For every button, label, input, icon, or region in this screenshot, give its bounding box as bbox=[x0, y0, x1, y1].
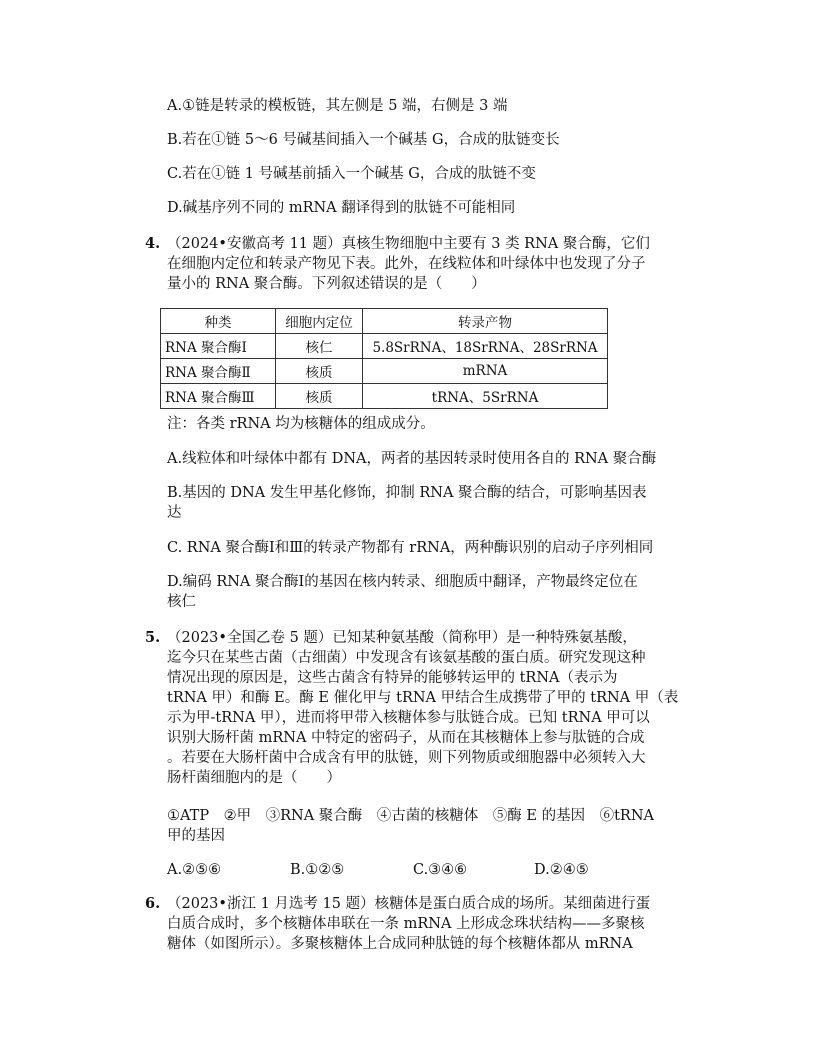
table-cell: 核质 bbox=[276, 384, 363, 409]
table-header-cell: 转录产物 bbox=[363, 309, 608, 334]
table-row bbox=[161, 334, 608, 359]
q3-option-a: A.①链是转录的模板链，其左侧是 5 端，右侧是 3 端 bbox=[167, 98, 508, 114]
q5-stem-line-6: 识别大肠杆菌 mRNA 中特定的密码子，从而在其核糖体上参与肽链的合成 bbox=[167, 730, 645, 746]
table-cell: 核质 bbox=[276, 359, 363, 384]
table-header-cell: 细胞内定位 bbox=[276, 309, 363, 334]
table-row bbox=[161, 359, 608, 384]
q4-number: 4. bbox=[145, 235, 161, 252]
q3-option-b: B.若在①链 5～6 号碱基间插入一个碱基 G，合成的肽链变长 bbox=[167, 132, 560, 148]
q5-stem-line-1: （2023•全国乙卷 5 题）已知某种氨基酸（简称甲）是一种特殊氨基酸， bbox=[167, 630, 637, 646]
q5-stem-line-2: 迄今只在某些古菌（古细菌）中发现含有该氨基酸的蛋白质。研究发现这种 bbox=[167, 650, 646, 666]
q4-stem-line-1: （2024•安徽高考 11 题）真核生物细胞中主要有 3 类 RNA 聚合酶，它们 bbox=[167, 236, 650, 252]
q3-option-c: C.若在①链 1 号碱基前插入一个碱基 G，合成的肽链不变 bbox=[167, 166, 536, 182]
table-cell: RNA 聚合酶Ⅱ bbox=[161, 359, 276, 384]
q4-option-b-line-1: B.基因的 DNA 发生甲基化修饰，抑制 RNA 聚合酶的结合，可影响基因表 bbox=[167, 485, 647, 501]
q5-stem-line-5: 示为甲-tRNA 甲），进而将甲带入核糖体参与肽链合成。已知 tRNA 甲可以 bbox=[167, 710, 650, 726]
table-row bbox=[161, 384, 608, 409]
q5-number: 5. bbox=[145, 629, 161, 646]
q3-option-d: D.碱基序列不同的 mRNA 翻译得到的肽链不可能相同 bbox=[167, 200, 516, 216]
table-header-row bbox=[161, 309, 608, 334]
q5-stem-line-3: 情况出现的原因是，这些古菌含有特异的能够转运甲的 tRNA（表示为 bbox=[167, 670, 618, 686]
q4-stem-line-2: 在细胞内定位和转录产物见下表。此外，在线粒体和叶绿体中也发现了分子 bbox=[167, 256, 646, 272]
q5-items-line-1: ①ATP ②甲 ③RNA 聚合酶 ④古菌的核糖体 ⑤酶 E 的基因 ⑥tRNA bbox=[167, 808, 654, 824]
q5-items-line-2: 甲的基因 bbox=[167, 828, 225, 844]
q5-option-b: B.①②⑤ bbox=[290, 862, 345, 878]
q5-stem-line-8: 肠杆菌细胞内的是（ ） bbox=[167, 770, 341, 786]
table-header-cell: 种类 bbox=[161, 309, 276, 334]
q4-option-d-line-1: D.编码 RNA 聚合酶Ⅰ的基因在核内转录、细胞质中翻译，产物最终定位在 bbox=[167, 574, 638, 590]
q4-table-note: 注：各类 rRNA 均为核糖体的组成成分。 bbox=[167, 416, 435, 432]
q6-number: 6. bbox=[145, 895, 161, 912]
q4-option-a: A.线粒体和叶绿体中都有 DNA，两者的基因转录时使用各自的 RNA 聚合酶 bbox=[167, 451, 657, 467]
q5-stem-line-7: 。若要在大肠杆菌中合成含有甲的肽链，则下列物质或细胞器中必须转入大 bbox=[167, 750, 646, 766]
q5-option-d: D.②④⑤ bbox=[534, 862, 589, 878]
q4-stem-line-3: 量小的 RNA 聚合酶。下列叙述错误的是（ ） bbox=[167, 276, 486, 292]
table-cell: mRNA bbox=[363, 359, 608, 384]
q6-stem-line-3: 糖体（如图所示）。多聚核糖体上合成同种肽链的每个核糖体都从 mRNA bbox=[167, 936, 633, 952]
table-cell: 核仁 bbox=[276, 334, 363, 359]
table-cell: RNA 聚合酶Ⅲ bbox=[161, 384, 276, 409]
q4-option-b-line-2: 达 bbox=[167, 505, 182, 521]
q4-option-d-line-2: 核仁 bbox=[167, 594, 196, 610]
q4-option-c: C. RNA 聚合酶Ⅰ和Ⅲ的转录产物都有 rRNA，两种酶识别的启动子序列相同 bbox=[167, 540, 654, 556]
q5-option-c: C.③④⑥ bbox=[413, 862, 468, 878]
q5-option-a: A.②⑤⑥ bbox=[167, 862, 222, 878]
table-cell: RNA 聚合酶Ⅰ bbox=[161, 334, 276, 359]
q6-stem-line-1: （2023•浙江 1 月选考 15 题）核糖体是蛋白质合成的场所。某细菌进行蛋 bbox=[167, 896, 651, 912]
table-cell: tRNA、5SrRNA bbox=[363, 384, 608, 409]
q5-stem-line-4: tRNA 甲）和酶 E。酶 E 催化甲与 tRNA 甲结合生成携带了甲的 tRNA 甲（表 bbox=[167, 690, 679, 706]
rna-polymerase-table bbox=[160, 308, 608, 409]
table-cell: 5.8SrRNA、18SrRNA、28SrRNA bbox=[363, 334, 608, 359]
q6-stem-line-2: 白质合成时，多个核糖体串联在一条 mRNA 上形成念珠状结构——多聚核 bbox=[167, 916, 645, 932]
